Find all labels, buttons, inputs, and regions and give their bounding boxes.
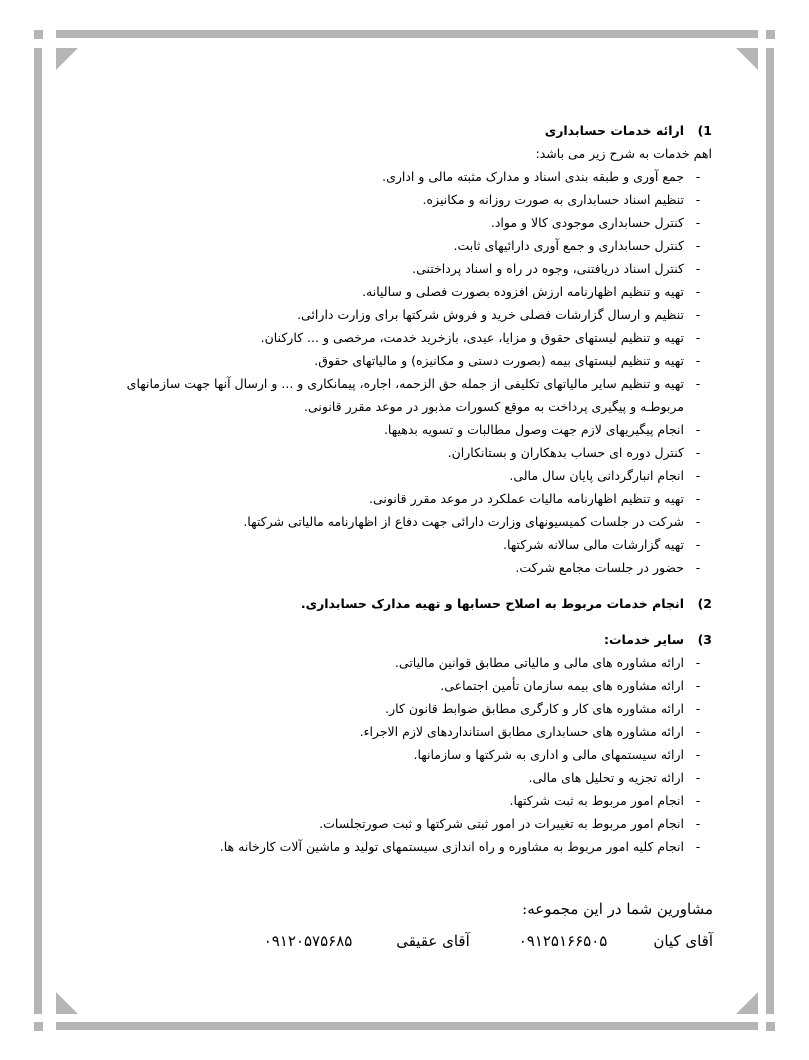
advisor-phone: ۰۹۱۲۵۱۶۶۵۰۵ (518, 932, 608, 950)
frame-corner-triangle (56, 48, 78, 70)
frame-corner-triangle (736, 992, 758, 1014)
list-item (80, 165, 712, 188)
list-item-text: تهیه و تنظیم لیستهای بیمه (بصورت دستی و مکانیزه) و مالیاتهای حقوق. (314, 353, 684, 368)
section-3-heading (80, 627, 712, 651)
list-item (80, 533, 712, 556)
list-item (80, 487, 712, 510)
list-item (80, 510, 712, 533)
bullet-dash: - (695, 169, 701, 184)
frame-corner-square (34, 30, 43, 39)
list-item-text: کنترل دوره ای حساب بدهکاران و بستانکاران. (447, 445, 684, 460)
list-item-text: جمع آوری و طبقه بندی اسناد و مدارک مثبته مالی و اداری. (382, 169, 684, 184)
section-title: انجام خدمات مربوط به اصلاح حسابها و تهیه مدارک حسابداری. (300, 595, 684, 611)
section-1-intro: اهم خدمات به شرح زیر می باشد: (535, 146, 712, 161)
bullet-dash: - (695, 747, 701, 762)
list-item (80, 766, 712, 789)
frame-top-bar (56, 30, 758, 38)
bullet-dash: - (695, 537, 701, 552)
document-body (80, 118, 712, 858)
frame-bottom-bar (56, 1022, 758, 1030)
advisor-phone: ۰۹۱۲۰۵۷۵۶۸۵ (263, 932, 353, 950)
list-item-text: تنظیم اسناد حسابداری به صورت روزانه و مکانیزه. (422, 192, 684, 207)
list-item-text: ارائه مشاوره های کار و کارگری مطابق ضوابط قانون کار. (385, 701, 684, 716)
frame-corner-square (766, 30, 775, 39)
list-item-text: ارائه مشاوره های مالی و مالیاتی مطابق قوانین مالیاتی. (394, 655, 684, 670)
list-item (80, 372, 712, 418)
bullet-dash: - (695, 468, 701, 483)
list-item-text: ارائه مشاوره های بیمه سازمان تأمین اجتماعی. (440, 678, 684, 693)
list-item (80, 556, 712, 579)
bullet-dash: - (695, 724, 701, 739)
list-item-text: تهیه و تنظیم اظهارنامه مالیات عملکرد در موعد مقرر قانونی. (369, 491, 684, 506)
list-item (80, 257, 712, 280)
list-item-text: تهیه و تنظیم سایر مالیاتهای تکلیفی از جمله حق الزحمه، اجاره، پیمانکاری و ... و ارسال آنها جهت سازمانهای مربوطـه و پیگیری پرداخت به موقع کسورات مذبور در موعد مقرر قانونی. (126, 376, 684, 414)
frame-left-bar (34, 48, 42, 1014)
list-item-text: انجام پیگیریهای لازم جهت وصول مطالبات و تسویه بدهیها. (383, 422, 684, 437)
bullet-dash: - (695, 284, 701, 299)
frame-corner-triangle (56, 992, 78, 1014)
bullet-dash: - (695, 445, 701, 460)
list-item (80, 349, 712, 372)
bullet-dash: - (695, 307, 701, 322)
advisors-block (193, 900, 713, 950)
section-1-heading (80, 118, 712, 142)
list-item (80, 441, 712, 464)
list-item-text: کنترل حسابداری موجودی کالا و مواد. (490, 215, 684, 230)
list-item (80, 211, 712, 234)
list-item (80, 303, 712, 326)
section-title: ارائه خدمات حسابداری (544, 122, 684, 138)
bullet-dash: - (695, 514, 701, 529)
bullet-dash: - (695, 353, 701, 368)
list-item (80, 835, 712, 858)
section-2-heading (80, 591, 712, 615)
list-item (80, 743, 712, 766)
list-item-text: شرکت در جلسات کمیسیونهای وزارت دارائی جهت دفاع از اظهارنامه مالیاتی شرکتها. (243, 514, 684, 529)
bullet-dash: - (695, 192, 701, 207)
list-item-text: انجام کلیه امور مربوط به مشاوره و راه اندازی سیستمهای تولید و ماشین آلات کارخانه ها. (219, 839, 684, 854)
frame-right-bar (766, 48, 774, 1014)
frame-corner-square (34, 1022, 43, 1031)
bullet-dash: - (695, 422, 701, 437)
list-item-text: ارائه تجزیه و تحلیل های مالی. (528, 770, 684, 785)
bullet-dash: - (695, 376, 701, 391)
advisors-row (193, 932, 713, 950)
bullet-dash: - (695, 770, 701, 785)
list-item (80, 234, 712, 257)
section-number: 1) (697, 122, 712, 138)
bullet-dash: - (695, 701, 701, 716)
list-item (80, 812, 712, 835)
list-item (80, 418, 712, 441)
list-item-text: ارائه سیستمهای مالی و اداری به شرکتها و سازمانها. (413, 747, 684, 762)
frame-corner-triangle (736, 48, 758, 70)
section-1-list (80, 165, 712, 579)
list-item (80, 651, 712, 674)
list-item-text: کنترل حسابداری و جمع آوری دارائیهای ثابت. (453, 238, 684, 253)
bullet-dash: - (695, 491, 701, 506)
list-item-text: تهیه و تنظیم اظهارنامه ارزش افزوده بصورت فصلی و سالیانه. (362, 284, 684, 299)
list-item-text: انجام انبارگردانی پایان سال مالی. (509, 468, 684, 483)
advisor-name: آقای کیان (653, 932, 713, 950)
frame-corner-square (766, 1022, 775, 1031)
section-3-list (80, 651, 712, 858)
bullet-dash: - (695, 839, 701, 854)
list-item (80, 326, 712, 349)
section-title: سایر خدمات: (603, 631, 684, 647)
list-item (80, 464, 712, 487)
bullet-dash: - (695, 678, 701, 693)
list-item-text: تهیه گزارشات مالی سالانه شرکتها. (503, 537, 684, 552)
section-number: 2) (697, 595, 712, 611)
list-item-text: انجام امور مربوط به تغییرات در امور ثبتی شرکتها و ثبت صورتجلسات. (319, 816, 684, 831)
bullet-dash: - (695, 793, 701, 808)
list-item-text: حضور در جلسات مجامع شرکت. (515, 560, 684, 575)
section-number: 3) (697, 631, 712, 647)
advisor-name: آقای عقیقی (396, 932, 470, 950)
bullet-dash: - (695, 215, 701, 230)
list-item (80, 674, 712, 697)
bullet-dash: - (695, 560, 701, 575)
list-item (80, 697, 712, 720)
list-item-text: تنظیم و ارسال گزارشات فصلی خرید و فروش شرکتها برای وزارت دارائی. (297, 307, 684, 322)
list-item-text: تهیه و تنظیم لیستهای حقوق و مزایا، عیدی، بازخرید خدمت، مرخصی و ... کارکنان. (260, 330, 684, 345)
list-item (80, 188, 712, 211)
bullet-dash: - (695, 330, 701, 345)
advisors-title: مشاورین شما در این مجموعه: (522, 900, 713, 918)
list-item (80, 720, 712, 743)
list-item-text: ارائه مشاوره های حسابداری مطابق استانداردهای لازم الاجراء. (359, 724, 684, 739)
list-item-text: کنترل اسناد دریافتنی، وجوه در راه و اسناد پرداختنی. (412, 261, 684, 276)
bullet-dash: - (695, 816, 701, 831)
list-item (80, 280, 712, 303)
list-item-text: انجام امور مربوط به ثبت شرکتها. (509, 793, 684, 808)
bullet-dash: - (695, 261, 701, 276)
list-item (80, 789, 712, 812)
bullet-dash: - (695, 655, 701, 670)
bullet-dash: - (695, 238, 701, 253)
